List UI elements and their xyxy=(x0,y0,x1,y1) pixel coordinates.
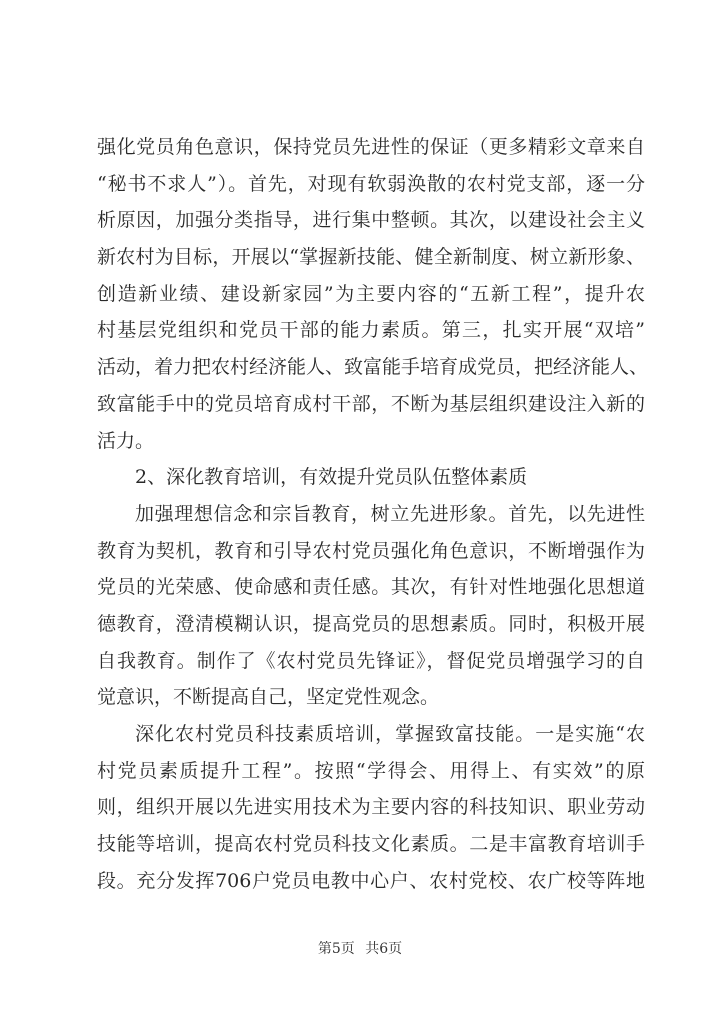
paragraph xyxy=(97,129,649,459)
paragraph xyxy=(97,459,645,496)
text-line: 德教育，澄清模糊认识，提高党员的思想素质。同时，积极开展 xyxy=(97,612,645,635)
text-line: 析原因，加强分类指导，进行集中整顿。其次，以建设社会主义 xyxy=(97,209,645,232)
text-line: 则，组织开展以先进实用技术为主要内容的科技知识、职业劳动 xyxy=(97,796,645,819)
text-line: 技能等培训，提高农村党员科技文化素质。二是丰富教育培训手 xyxy=(97,833,645,856)
text-line: 村基层党组织和党员干部的能力素质。第三，扎实开展“双培” xyxy=(97,319,645,342)
text-line: 活力。 xyxy=(97,429,155,452)
text-line: 深化农村党员科技素质培训，掌握致富技能。一是实施“农 xyxy=(135,723,645,745)
text-line: 自我教育。制作了《农村党员先锋证》，督促党员增强学习的自 xyxy=(97,649,645,672)
text-line: 强化党员角色意识，保持党员先进性的保证（更多精彩文章来自 xyxy=(97,136,645,158)
text-line: 党员的光荣感、使命感和责任感。其次，有针对性地强化思想道 xyxy=(97,576,645,599)
page-total: 共6页 xyxy=(365,941,403,957)
page-number: 第5页 xyxy=(317,941,355,957)
text-line: 加强理想信念和宗旨教育，树立先进形象。首先，以先进性 xyxy=(135,502,645,525)
text-line: “秘书不求人”）。首先，对现有软弱涣散的农村党支部，逐一分 xyxy=(97,172,645,195)
text-line: 段。充分发挥706户党员电教中心户、农村党校、农广校等阵地 xyxy=(97,869,645,892)
paragraph xyxy=(97,716,645,899)
page-footer xyxy=(0,938,720,958)
paragraph xyxy=(97,496,645,716)
text-line: 村党员素质提升工程”。按照“学得会、用得上、有实效”的原 xyxy=(97,759,645,782)
text-line: 活动，着力把农村经济能人、致富能手培育成党员，把经济能人、 xyxy=(97,356,649,379)
document-body xyxy=(97,129,649,899)
text-line: 创造新业绩、建设新家园”为主要内容的“五新工程”，提升农 xyxy=(97,282,645,305)
text-line: 觉意识，不断提高自己，坚定党性观念。 xyxy=(97,686,440,709)
text-line: 致富能手中的党员培育成村干部，不断为基层组织建设注入新的 xyxy=(97,392,645,415)
text-line: 新农村为目标，开展以“掌握新技能、健全新制度、树立新形象、 xyxy=(97,246,645,269)
section-heading: 2、深化教育培训，有效提升党员队伍整体素质 xyxy=(135,466,528,489)
text-line: 教育为契机，教育和引导农村党员强化角色意识，不断增强作为 xyxy=(97,539,645,562)
